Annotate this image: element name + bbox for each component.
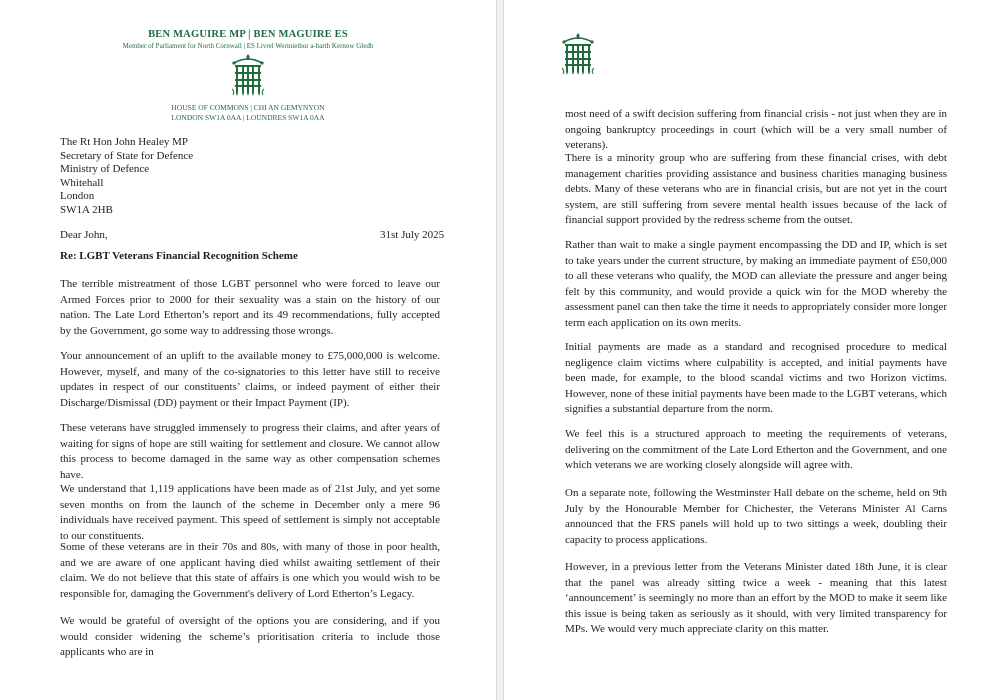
letterhead-address-line-2: LONDON SW1A 0AA | LOUNDRES SW1A 0AA bbox=[171, 113, 325, 122]
body-paragraph: We would be grateful of oversight of the options you are considering, and if you would consider widening the scheme’s prioritisation criteria to include those applicants who are in bbox=[60, 615, 440, 658]
body-paragraph: Rather than wait to make a single payment encompassing the DD and IP, which is set to take years under the current structure, by making an immediate payment of £50,000 to all these veterans who qualify, the MOD can alleviate the pressure and anger being felt by this community, and would provide a quick win for the MOD whereby the assessment panel can then take the time it needs to appropriately consider more longer term each application on its own merits. bbox=[565, 239, 947, 329]
letter-date: 31st July 2025 bbox=[380, 229, 445, 241]
recipient-line: London bbox=[60, 190, 95, 202]
recipient-line: Ministry of Defence bbox=[60, 163, 150, 175]
salutation: Dear John, bbox=[60, 229, 108, 241]
letterhead-subtitle: Member of Parliament for North Cornwall | ES Livrel Weriniethor a-barth Kernow Gledh bbox=[122, 42, 374, 50]
recipient-line: The Rt Hon John Healey MP bbox=[60, 136, 189, 148]
body-paragraph: The terrible mistreatment of those LGBT personnel who were forced to leave our Armed Forces prior to 2000 for their sexuality was a stain on the history of our nation. The Late Lord Etherton’s report and its 49 recommendations, fully accepted by the Government, go some way to addressing those wrongs. bbox=[60, 278, 440, 337]
letterhead-address-line-1: HOUSE OF COMMONS | CHI AN GEMYNYON bbox=[171, 103, 325, 112]
page-divider bbox=[496, 0, 504, 700]
letterhead-name: BEN MAGUIRE MP | BEN MAGUIRE ES bbox=[148, 29, 348, 40]
body-paragraph: We understand that 1,119 applications have been made as of 21st July, and yet some seven months on from the launch of the scheme in December only a mere 96 individuals have received payment. This speed of settlement is simply not acceptable to our constituents. bbox=[60, 483, 440, 542]
portcullis-icon bbox=[231, 54, 265, 98]
recipient-address bbox=[60, 136, 193, 217]
portcullis-icon bbox=[561, 33, 595, 77]
body-paragraph: Initial payments are made as a standard and recognised procedure to medical negligence claim victims where culpability is accepted, and initial payments have been made, for example, to the blood scandal victims and two Horizon victims. However, none of these initial payments have been made to the LGBT veterans, which signifies a substantial departure from the norm. bbox=[565, 341, 947, 415]
body-paragraph: On a separate note, following the Westminster Hall debate on the scheme, held on 9th July by the Honourable Member for Chichester, the Veterans Minister Al Carns announced that the FRS panels will hold up to two sittings a week, doubling their capacity to process applications. bbox=[565, 487, 947, 546]
body-paragraph: However, in a previous letter from the Veterans Minister dated 18th June, it is clear that the panel was already sitting twice a week - meaning that this latest ‘announcement’ is seemingly no more than an effort by the MOD to make it seem like this issue is being taken as seriously as it should, with very limited transparency for MPs. We would very much appreciate clarity on this matter. bbox=[565, 561, 947, 635]
body-paragraph: We feel this is a structured approach to meeting the requirements of veterans, delivering on the commitment of the Late Lord Etherton and the Government, and one which veterans we are working closely alongside will agree with. bbox=[565, 428, 947, 471]
recipient-line: SW1A 2HB bbox=[60, 203, 113, 216]
body-paragraph: These veterans have struggled immensely to progress their claims, and after years of waiting for signs of hope are still waiting for settlement and closure. We cannot allow this process to become damaged in the same way as other compensation schemes have. bbox=[60, 422, 440, 481]
body-paragraph: There is a minority group who are suffering from these financial crises, with debt management charities providing assistance and business charities managing business debts. Many of these veterans who are in financial crisis, but are not yet in the court system, are still suffering from severe mental health issues because of the lack of financial support provided by the redress scheme from the outset. bbox=[565, 152, 947, 226]
recipient-line: Secretary of State for Defence bbox=[60, 149, 194, 162]
body-paragraph: Some of these veterans are in their 70s and 80s, with many of those in poor health, and we are aware of one applicant having died whilst awaiting settlement of their claim. We do not believe that this state of affairs is one which you would wish to be responsible for, damaging the Government's delivery of Lord Etherton’s Legacy. bbox=[60, 541, 440, 600]
recipient-line: Whitehall bbox=[60, 176, 104, 189]
body-paragraph: Your announcement of an uplift to the available money to £75,000,000 is welcome. However, myself, and many of the co-signatories to this letter have still to receive updates in respect of our constituents’ claims, or indeed payment of either their Discharge/Dismissal (DD) payment or their Impact Payment (IP). bbox=[60, 350, 440, 409]
subject-line: Re: LGBT Veterans Financial Recognition Scheme bbox=[60, 250, 298, 262]
body-paragraph: most need of a swift decision suffering from financial crisis - not just when they are in ongoing bankruptcy proceedings in court (which will be a very small number of veterans). bbox=[565, 108, 947, 151]
